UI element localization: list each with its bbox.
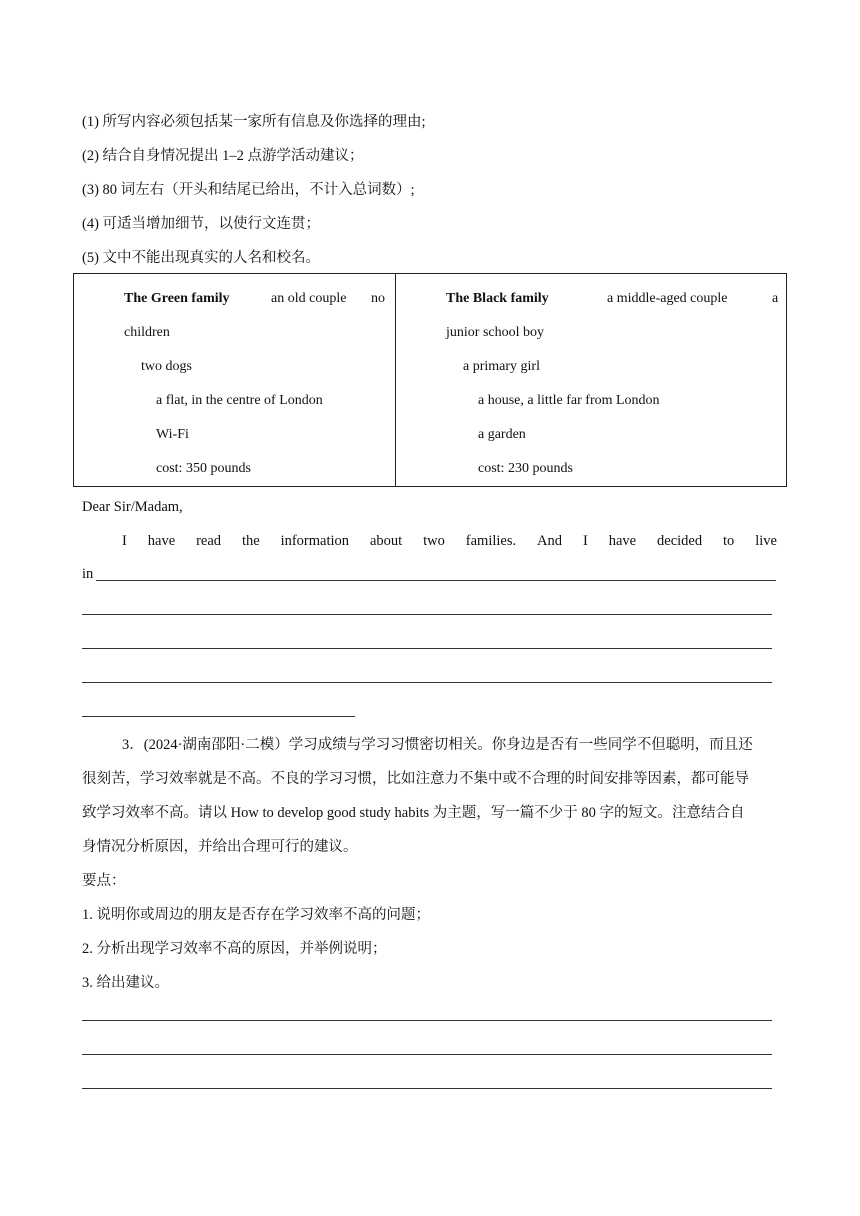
points-title: 要点：: [82, 873, 126, 889]
letter-word: decided: [657, 533, 703, 549]
black-family-feature: a garden: [478, 427, 526, 442]
writing-line[interactable]: [82, 682, 772, 683]
writing-line[interactable]: [82, 614, 772, 615]
letter-greeting: Dear Sir/Madam,: [82, 499, 183, 515]
question3-line1: 3．(2024·湖南邵阳·二模）学习成绩与学习习惯密切相关。你身边是否有一些同学不但聪明，而且还: [122, 737, 753, 753]
writing-line[interactable]: [96, 580, 776, 581]
writing-line[interactable]: [82, 1088, 772, 1089]
green-family-cost: cost: 350 pounds: [156, 461, 251, 476]
writing-line[interactable]: [82, 648, 772, 649]
question3-line2: 很刻苦，学习效率就是不高。不良的学习习惯，比如注意力不集中或不合理的时间安排等因素，都可能导: [82, 771, 749, 787]
letter-word: to: [723, 533, 735, 549]
green-family-couple: an old couple: [271, 291, 347, 306]
letter-word: I: [582, 533, 588, 549]
writing-line[interactable]: [82, 1054, 772, 1055]
letter-word: I: [122, 533, 127, 549]
black-family-name: The Black family: [446, 291, 549, 306]
letter-word: have: [608, 533, 637, 549]
requirement-3: (3) 80 词左右（开头和结尾已给出，不计入总词数）;: [82, 182, 415, 198]
letter-word: the: [241, 533, 260, 549]
writing-line[interactable]: [82, 716, 355, 717]
black-family-home: a house, a little far from London: [478, 393, 660, 408]
point-1: 1. 说明你或周边的朋友是否存在学习效率不高的问题；: [82, 907, 430, 923]
black-family-pets: a primary girl: [463, 359, 540, 374]
green-family-kids-a: no: [371, 291, 385, 306]
letter-word: And: [537, 533, 563, 549]
black-family-kids-b: junior school boy: [446, 325, 544, 340]
green-family-kids-b: children: [124, 325, 170, 340]
green-family-name: The Green family: [124, 291, 230, 306]
letter-word: information: [280, 533, 350, 549]
black-family-couple: a middle-aged couple: [607, 291, 728, 306]
green-family-pets: two dogs: [141, 359, 192, 374]
green-family-cell: [74, 274, 395, 486]
point-3: 3. 给出建议。: [82, 975, 169, 991]
black-family-kids-a: a: [772, 291, 779, 306]
question3-line4: 身情况分析原因，并给出合理可行的建议。: [82, 839, 358, 855]
question3-line3: 致学习效率不高。请以 How to develop good study habits 为主题，写一篇不少于 80 字的短文。注意结合自: [82, 805, 745, 821]
black-family-cell: [396, 274, 786, 486]
letter-word: about: [369, 533, 403, 549]
requirement-5: (5) 文中不能出现真实的人名和校名。: [82, 250, 321, 266]
letter-word: two: [423, 533, 445, 549]
letter-continuation: in: [82, 566, 94, 582]
requirement-4: (4) 可适当增加细节，以使行文连贯；: [82, 216, 321, 232]
point-2: 2. 分析出现学习效率不高的原因，并举例说明；: [82, 941, 387, 957]
letter-word: families.: [465, 533, 517, 549]
green-family-home: a flat, in the centre of London: [156, 393, 323, 408]
green-family-feature: Wi-Fi: [156, 427, 189, 442]
requirement-1: (1) 所写内容必须包括某一家所有信息及你选择的理由;: [82, 114, 426, 130]
black-family-cost: cost: 230 pounds: [478, 461, 573, 476]
letter-word: live: [755, 533, 777, 549]
writing-line[interactable]: [82, 1020, 772, 1021]
requirement-2: (2) 结合自身情况提出 1–2 点游学活动建议；: [82, 148, 364, 164]
letter-word: have: [147, 533, 176, 549]
letter-first-line: [122, 532, 777, 550]
families-table: [73, 273, 787, 487]
letter-word: read: [196, 533, 222, 549]
